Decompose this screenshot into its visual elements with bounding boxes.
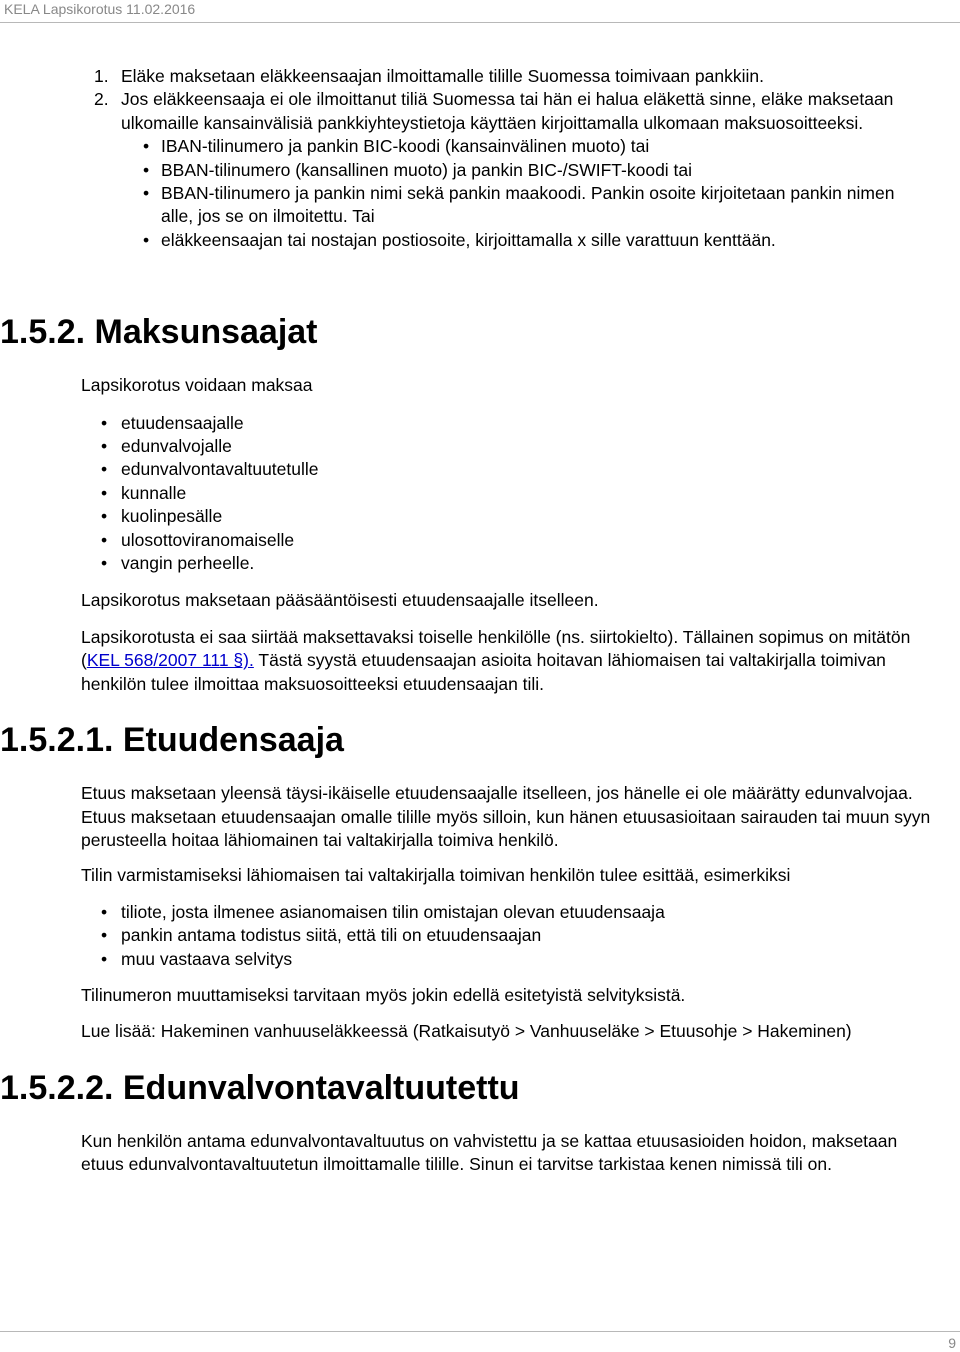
footer-divider bbox=[0, 1331, 960, 1332]
section-heading-etuudensaaja: 1.5.2.1. Etuudensaaja bbox=[0, 721, 344, 760]
list-number: 1. bbox=[94, 66, 109, 86]
list-item: • kuolinpesälle bbox=[81, 505, 931, 528]
paragraph: Tilin varmistamiseksi lähiomaisen tai valtakirjalla toimivan henkilön tulee esittää, esimerkiksi bbox=[81, 865, 791, 886]
list-item-text: Eläke maksetaan eläkkeensaajan ilmoittamalle tilille Suomessa toimivaan pankkiin. bbox=[121, 66, 764, 86]
document-header: KELA Lapsikorotus 11.02.2016 bbox=[4, 1, 196, 17]
account-format-list bbox=[81, 135, 931, 252]
proof-list bbox=[81, 901, 931, 971]
paragraph: Etuus maksetaan yleensä täysi-ikäiselle etuudensaajalle itselleen, jos hänelle ei ole määrätty edunvalvojaa. Etuus maksetaan etuudensaajan omalle tilille myös silloin, kun hänen etuusasioitaan sairauden tai muun syyn perusteella hoitaa lähiomainen tai valtakirjalla toimiva henkilö. bbox=[81, 783, 931, 850]
law-reference-link[interactable]: KEL 568/2007 111 §). bbox=[86, 650, 254, 671]
document-body bbox=[0, 65, 931, 1177]
section-heading-edunvalvontavaltuutettu: 1.5.2.2. Edunvalvontavaltuutettu bbox=[0, 1068, 520, 1107]
page-number: 9 bbox=[948, 1335, 956, 1351]
payee-list bbox=[81, 412, 931, 576]
list-item: • vangin perheelle. bbox=[81, 552, 931, 575]
paragraph-text: Tästä syystä etuudensaajan asioita hoitavan lähiomaisen tai valtakirjalla toimivan henkilön tulee ilmoittaa maksuosoitteeksi etuudensaajan tili. bbox=[81, 650, 886, 694]
list-item: • tiliote, josta ilmenee asianomaisen tilin omistajan olevan etuudensaaja bbox=[81, 901, 931, 924]
list-number: 2. bbox=[94, 89, 109, 110]
list-item bbox=[81, 88, 931, 135]
paragraph bbox=[81, 626, 931, 696]
list-item: • ulosottoviranomaiselle bbox=[81, 529, 931, 552]
section-heading-maksunsaajat: 1.5.2. Maksunsaajat bbox=[0, 313, 318, 352]
list-item: • BBAN-tilinumero ja pankin nimi sekä pankin maakoodi. Pankin osoite kirjoitetaan pankin nimen alle, jos se on ilmoitettu. Tai bbox=[81, 182, 931, 229]
paragraph: Lapsikorotus maksetaan pääsääntöisesti etuudensaajalle itselleen. bbox=[81, 589, 599, 610]
paragraph-text: Lapsikorotusta ei saa siirtää maksettavaksi toiselle henkilölle (ns. siirtokielto). Tällainen sopimus on mitätön ( bbox=[81, 626, 911, 671]
list-item: • BBAN-tilinumero (kansallinen muoto) ja pankin BIC-/SWIFT-koodi tai bbox=[81, 159, 931, 182]
paragraph: Tilinumeron muuttamiseksi tarvitaan myös jokin edellä esitetyistä selvityksistä. bbox=[81, 984, 686, 1005]
paragraph: Lue lisää: Hakeminen vanhuuseläkkeessä (Ratkaisutyö > Vanhuuseläke > Etuusohje > Hakeminen) bbox=[81, 1021, 852, 1042]
paragraph: Kun henkilön antama edunvalvontavaltuutus on vahvistettu ja se kattaa etuusasioiden hoidon, maksetaan etuus edunvalvontavaltuutetun ilmoittamalle tilille. Sinun ei tarvitse tarkistaa kenen nimissä tili on. bbox=[81, 1130, 898, 1175]
list-item: • edunvalvontavaltuutetulle bbox=[81, 458, 931, 481]
list-item bbox=[81, 65, 931, 88]
payment-steps-list bbox=[81, 65, 931, 135]
list-item: • muu vastaava selvitys bbox=[81, 948, 931, 971]
list-item: • IBAN-tilinumero ja pankin BIC-koodi (kansainvälinen muoto) tai bbox=[81, 135, 931, 158]
list-item: • eläkkeensaajan tai nostajan postiosoite, kirjoittamalla x sille varattuun kenttään. bbox=[81, 229, 931, 252]
list-item: • pankin antama todistus siitä, että tili on etuudensaajan bbox=[81, 924, 931, 947]
list-item: • kunnalle bbox=[81, 482, 931, 505]
list-item: • edunvalvojalle bbox=[81, 435, 931, 458]
list-item: • etuudensaajalle bbox=[81, 412, 931, 435]
header-divider bbox=[0, 22, 960, 23]
list-item-text: Jos eläkkeensaaja ei ole ilmoittanut tiliä Suomessa tai hän ei halua eläkettä sinne, eläke maksetaan ulkomaille kansainvälisiä pankkiyhteystietoja käyttäen kirjoittamalla ulkomaan maksuosoitteeksi. bbox=[121, 89, 894, 133]
paragraph: Lapsikorotus voidaan maksaa bbox=[81, 375, 313, 396]
